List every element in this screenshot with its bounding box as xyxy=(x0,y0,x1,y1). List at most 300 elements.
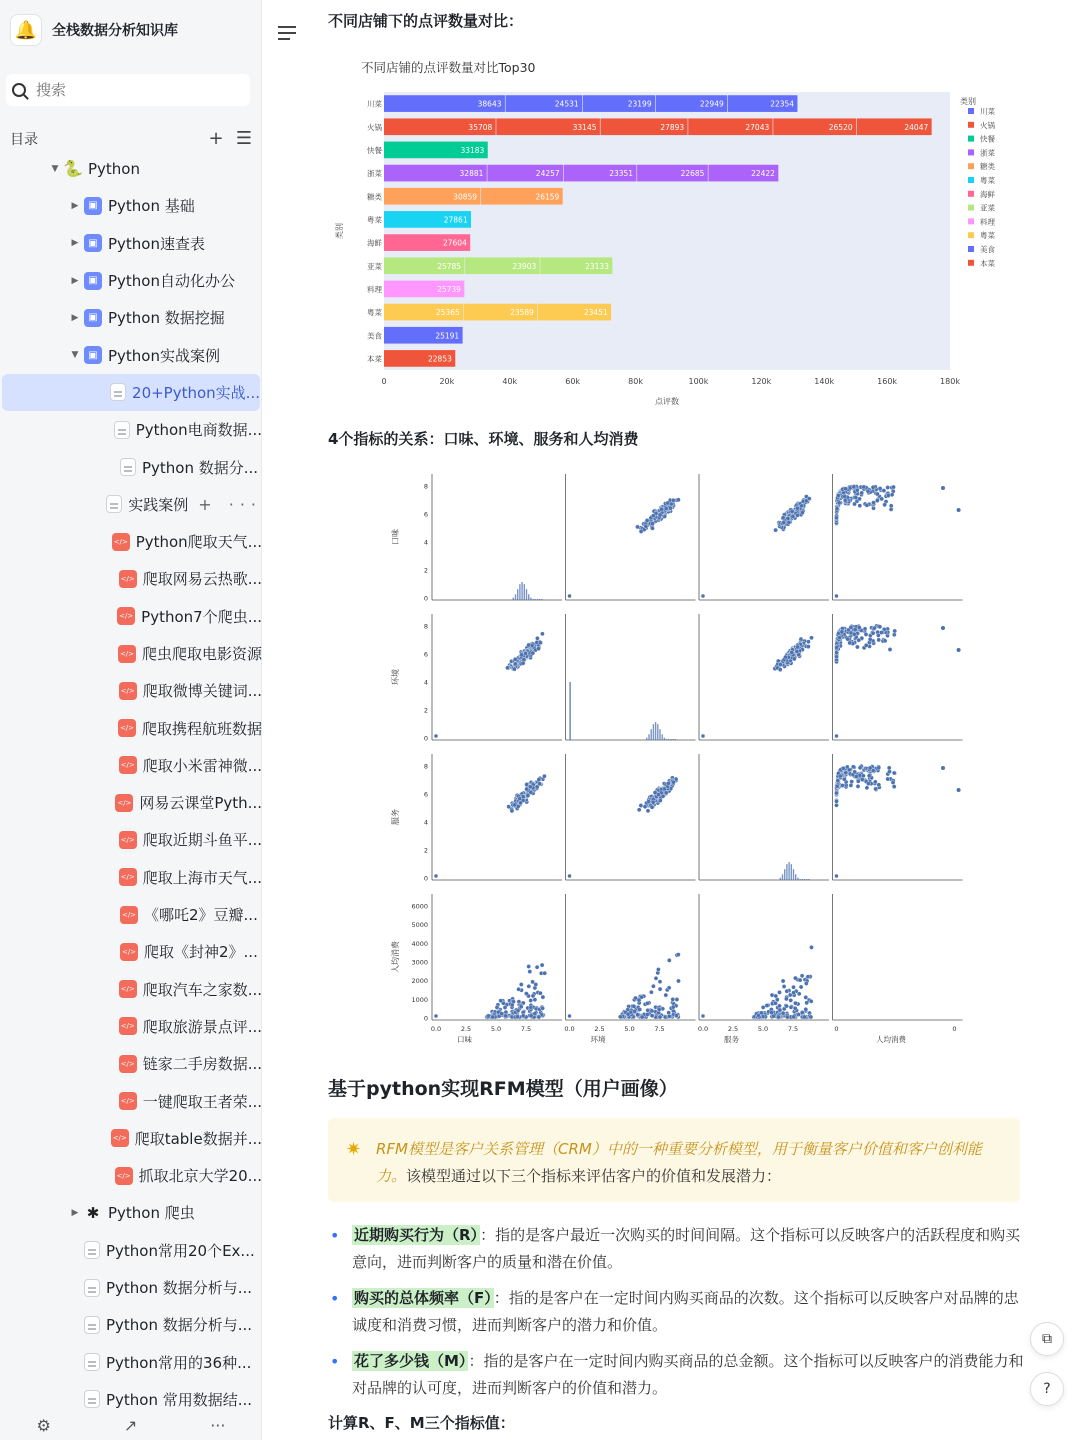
tree-item[interactable] xyxy=(0,971,262,1008)
tree-item[interactable] xyxy=(0,1232,262,1269)
pair-cell xyxy=(699,894,829,1020)
rfm-description: ：指的是客户在一定时间内购买商品的次数。这个指标可以反映客户对品牌的忠诚度和消费习惯，进而判断客户的潜力和价值。 xyxy=(352,1289,1019,1334)
x-tick-label: 0 xyxy=(834,1025,839,1033)
scatter-point xyxy=(941,486,945,490)
scatter-point xyxy=(835,651,839,655)
scatter-point xyxy=(787,520,791,524)
code-doc-icon: </> xyxy=(119,868,137,886)
scatter-point xyxy=(671,1005,675,1009)
y-tick-label: 料理 xyxy=(367,284,382,294)
tree-item[interactable] xyxy=(0,150,262,187)
histogram-bar xyxy=(659,729,660,740)
scatter-point xyxy=(647,800,651,804)
scatter-point xyxy=(874,787,878,791)
caret-right-icon[interactable]: ▶ xyxy=(71,275,79,286)
scatter-point xyxy=(806,975,810,979)
tree-item-label: 爬取《封神2》... xyxy=(144,943,258,962)
scatter-point xyxy=(528,785,532,789)
tree-item[interactable] xyxy=(0,448,262,485)
scatter-point xyxy=(646,809,650,813)
scatter-point xyxy=(888,647,892,651)
section-heading-shop: 不同店铺下的点评数量对比： xyxy=(328,12,524,30)
scatter-point xyxy=(527,964,531,968)
tree-item[interactable] xyxy=(2,374,260,411)
tree-item[interactable] xyxy=(0,635,262,672)
scatter-point xyxy=(639,529,643,533)
caret-right-icon[interactable]: ▶ xyxy=(71,238,79,249)
scatter-point xyxy=(796,645,800,649)
y-tick-label: 8 xyxy=(423,762,428,771)
scatter-point xyxy=(651,800,655,804)
legend-swatch xyxy=(968,136,974,142)
legend-entry: 浙菜 xyxy=(980,148,995,158)
legend-entry: 本菜 xyxy=(980,258,995,268)
tree-item[interactable] xyxy=(0,1344,262,1381)
tree-item-label: Python 基础 xyxy=(108,197,195,216)
bar-value-label: 25739 xyxy=(437,284,461,294)
histogram-bar xyxy=(539,599,540,600)
scatter-point xyxy=(843,487,847,491)
bar-value-label: 27893 xyxy=(660,122,685,132)
calc-heading: 计算R、F、M三个指标值： xyxy=(328,1414,515,1432)
legend-entry: 川菜 xyxy=(980,107,995,116)
tree-item-label: 爬取携程航班数据 xyxy=(141,719,262,738)
rfm-bullet xyxy=(328,1285,1028,1339)
tree-item[interactable] xyxy=(0,262,262,299)
scatter-point xyxy=(529,1014,533,1018)
pair-col-label: 口味 xyxy=(457,1035,472,1044)
share-icon[interactable]: ↗ xyxy=(123,1415,138,1435)
scatter-point xyxy=(791,985,795,989)
scatter-point xyxy=(800,1010,804,1014)
scatter-point xyxy=(887,766,891,770)
scatter-point xyxy=(756,1013,760,1017)
rfm-description: ：指的是客户最近一次购买的时间间隔。这个指标可以反映客户的活跃程度和购买意向，进而判断客户的质量和潜在价值。 xyxy=(352,1226,1021,1271)
tree-item[interactable] xyxy=(0,821,262,858)
histogram-bar xyxy=(788,862,789,880)
scatter-point xyxy=(783,655,787,659)
y-tick-label: 0 xyxy=(423,874,428,883)
tree-item[interactable] xyxy=(0,486,262,523)
x-tick-label: 0 xyxy=(952,1025,957,1033)
scatter-point xyxy=(525,782,529,786)
scatter-point xyxy=(645,518,649,522)
tree-item[interactable] xyxy=(0,411,262,448)
scatter-point xyxy=(535,636,539,640)
histogram-bar xyxy=(526,589,527,600)
legend-entry: 料理 xyxy=(980,217,995,227)
rfm-bullet xyxy=(328,1222,1028,1276)
tree-item[interactable] xyxy=(0,933,262,970)
scatter-point xyxy=(658,1015,662,1019)
scatter-point xyxy=(676,498,680,502)
scatter-point xyxy=(877,766,881,770)
x-tick-label: 5.0 xyxy=(757,1025,769,1033)
scatter-point xyxy=(852,502,856,506)
pair-cell xyxy=(566,614,696,740)
scatter-point xyxy=(528,970,532,974)
x-tick-label: 2.5 xyxy=(594,1025,605,1033)
help-icon[interactable]: ? xyxy=(1030,1372,1064,1406)
scatter-point xyxy=(637,808,641,812)
scatter-point xyxy=(540,963,544,967)
bell-icon: 🔔 xyxy=(10,14,42,46)
scatter-point xyxy=(871,485,875,489)
pair-row-label: 环境 xyxy=(391,669,400,685)
code-doc-icon: </> xyxy=(120,906,138,924)
tree-item-label: Python速查表 xyxy=(108,234,205,253)
scatter-point xyxy=(834,799,838,803)
scatter-point xyxy=(668,506,672,510)
scatter-point xyxy=(809,636,813,640)
scatter-point xyxy=(543,971,547,975)
scatter-point xyxy=(777,1004,781,1008)
tree-item[interactable] xyxy=(0,896,262,933)
scatter-point xyxy=(534,982,538,986)
tree-item-label: Python 数据分析与... xyxy=(106,1279,253,1298)
scatter-point xyxy=(773,1001,777,1005)
scatter-point xyxy=(856,784,860,788)
tree-item-label: 20+Python实战... xyxy=(132,383,260,402)
scatter-point xyxy=(531,994,535,998)
tree-item-label: 爬取近期斗鱼平... xyxy=(142,831,262,850)
scatter-point xyxy=(866,782,870,786)
tree-item[interactable] xyxy=(0,1194,262,1231)
scatter-point xyxy=(537,778,541,782)
search-icon xyxy=(12,83,26,97)
tree-item[interactable] xyxy=(0,784,262,821)
callout-text: 该模型通过以下三个指标来评估客户的价值和发展潜力： xyxy=(406,1167,782,1185)
scatter-point xyxy=(848,641,852,645)
scatter-point xyxy=(792,991,796,995)
tree-item[interactable] xyxy=(0,1306,262,1343)
scatter-point xyxy=(676,979,680,983)
tree-item[interactable] xyxy=(0,523,262,560)
scatter-point xyxy=(499,999,503,1003)
scatter-point xyxy=(872,626,876,630)
caret-down-icon[interactable]: ▼ xyxy=(51,163,59,174)
histogram-bar xyxy=(793,869,794,880)
spider-icon: ✱ xyxy=(86,1203,100,1222)
doc-tree xyxy=(0,150,262,1418)
document-icon xyxy=(84,1353,100,1371)
histogram-bar xyxy=(521,582,522,600)
scatter-point xyxy=(522,658,526,662)
outline-toggle-icon[interactable] xyxy=(278,26,296,44)
scatter-point xyxy=(770,1011,774,1015)
scatter-point xyxy=(836,494,840,498)
scatter-point xyxy=(862,485,866,489)
settings-icon[interactable]: ⚙ xyxy=(36,1415,51,1435)
add-icon[interactable]: + xyxy=(208,128,224,149)
tree-item[interactable] xyxy=(0,1157,262,1194)
knowledge-base-icon: ▣ xyxy=(84,272,102,290)
tree-item[interactable] xyxy=(0,187,262,224)
tree-item-label: Python常用20个Ex... xyxy=(106,1241,255,1260)
scatter-point xyxy=(671,498,675,502)
y-tick-label: 8 xyxy=(423,482,428,491)
scatter-point xyxy=(434,874,438,878)
document-icon xyxy=(84,1390,100,1408)
y-tick-label: 4000 xyxy=(411,939,428,948)
legend-swatch xyxy=(968,205,974,211)
legend-swatch xyxy=(968,122,974,128)
scatter-point xyxy=(664,993,668,997)
scatter-point xyxy=(852,485,856,489)
tree-item-label: 爬取小米雷神微... xyxy=(142,756,262,775)
scatter-point xyxy=(778,668,782,672)
scatter-point xyxy=(856,779,860,783)
more-icon[interactable]: ··· xyxy=(210,1415,226,1435)
y-tick-label: 快餐 xyxy=(367,145,382,155)
y-tick-label: 0 xyxy=(423,1014,428,1023)
pair-cell xyxy=(566,894,696,1020)
tree-item[interactable] xyxy=(0,1269,262,1306)
scatter-point xyxy=(774,994,778,998)
legend-entry: 美食 xyxy=(980,245,995,254)
brand[interactable] xyxy=(10,14,178,46)
bar-value-label: 23133 xyxy=(585,261,609,271)
scatter-point xyxy=(666,781,670,785)
document-icon xyxy=(84,1279,100,1297)
caret-right-icon[interactable]: ▶ xyxy=(71,312,79,323)
histogram-bar xyxy=(795,874,796,880)
scatter-point xyxy=(778,1008,782,1012)
scatter-point xyxy=(667,1014,671,1018)
pair-cell xyxy=(566,474,696,600)
scatter-point xyxy=(883,639,887,643)
scatter-point xyxy=(778,662,782,666)
scatter-point xyxy=(701,1014,705,1018)
scatter-point xyxy=(792,657,796,661)
scatter-point xyxy=(880,497,884,501)
scatter-point xyxy=(541,995,545,999)
scatter-point xyxy=(626,1012,630,1016)
tree-item[interactable] xyxy=(0,225,262,262)
y-tick-label: 4 xyxy=(423,678,428,687)
scatter-point xyxy=(892,785,896,789)
scatter-point xyxy=(486,1014,490,1018)
code-doc-icon: </> xyxy=(119,1017,137,1035)
scatter-point xyxy=(892,771,896,775)
tree-item[interactable] xyxy=(0,299,262,336)
tree-item[interactable] xyxy=(0,709,262,746)
scatter-point xyxy=(838,774,842,778)
tree-item-label: Python7个爬虫... xyxy=(141,607,262,626)
bar-value-label: 22685 xyxy=(680,169,705,179)
scatter-point xyxy=(658,980,662,984)
bar-chart-svg xyxy=(328,44,1028,414)
scatter-point xyxy=(798,978,802,982)
scatter-point xyxy=(861,774,865,778)
code-doc-icon: </> xyxy=(112,533,130,551)
scatter-point xyxy=(840,630,844,634)
scatter-point xyxy=(796,513,800,517)
tree-item-label: 实践案例 xyxy=(128,495,189,514)
tree-item[interactable] xyxy=(0,859,262,896)
bar-value-label: 26159 xyxy=(535,192,560,202)
copy-icon[interactable]: ⧉ xyxy=(1030,1322,1064,1356)
knowledge-base-icon: ▣ xyxy=(84,346,102,364)
pair-cell xyxy=(833,474,963,600)
scatter-point xyxy=(871,631,875,635)
legend-entry: 火锅 xyxy=(980,120,995,130)
scatter-point xyxy=(636,1013,640,1017)
caret-down-icon[interactable]: ▼ xyxy=(71,350,79,361)
tree-item[interactable] xyxy=(0,336,262,373)
bar-value-label: 33183 xyxy=(460,145,485,155)
scatter-point xyxy=(517,987,521,991)
scatter-point xyxy=(533,1012,537,1016)
scatter-point xyxy=(941,626,945,630)
scatter-point xyxy=(491,1015,495,1019)
histogram-bar xyxy=(784,869,785,880)
scatter-point xyxy=(674,1014,678,1018)
code-doc-icon: </> xyxy=(118,645,136,663)
bar-value-label: 22853 xyxy=(428,354,452,364)
scatter-point xyxy=(850,780,854,784)
scatter-point xyxy=(835,507,839,511)
x-tick-label: 80k xyxy=(628,377,643,386)
bar-value-label: 24047 xyxy=(904,122,929,132)
legend-swatch xyxy=(968,177,974,183)
scatter-point xyxy=(654,976,658,980)
histogram-bar xyxy=(808,879,809,880)
scatter-point xyxy=(656,967,660,971)
scatter-point xyxy=(807,497,811,501)
scatter-point xyxy=(790,650,794,654)
search-box[interactable] xyxy=(6,74,250,106)
tree-item[interactable] xyxy=(0,1045,262,1082)
legend-swatch xyxy=(968,260,974,266)
scatter-point xyxy=(890,493,894,497)
y-tick-label: 火锅 xyxy=(367,122,382,132)
histogram-bar xyxy=(524,584,525,600)
bar-value-label: 27604 xyxy=(442,238,467,248)
x-axis-label: 点评数 xyxy=(655,397,679,406)
histogram-bar xyxy=(791,864,792,880)
histogram-bar xyxy=(806,879,807,880)
tree-item-label: Python爬取天气... xyxy=(135,533,262,552)
legend-title: 类别 xyxy=(960,97,976,106)
legend-swatch xyxy=(968,149,974,155)
tree-item[interactable] xyxy=(0,598,262,635)
scatter-point xyxy=(667,958,671,962)
legend-swatch xyxy=(968,218,974,224)
scatter-point xyxy=(632,1004,636,1008)
bar-value-label: 24257 xyxy=(535,169,560,179)
scatter-point xyxy=(785,1004,789,1008)
scatter-point xyxy=(676,953,680,957)
histogram-bar xyxy=(668,739,669,740)
histogram-bar xyxy=(799,879,800,880)
document-content xyxy=(262,0,1080,1440)
scatter-point xyxy=(533,998,537,1002)
scatter-point xyxy=(671,997,675,1001)
scatter-point xyxy=(525,787,529,791)
y-tick-label: 2000 xyxy=(411,977,428,986)
tree-item[interactable] xyxy=(0,747,262,784)
scatter-point xyxy=(635,525,639,529)
search-input[interactable] xyxy=(36,81,216,99)
scatter-point xyxy=(886,777,890,781)
scatter-point xyxy=(618,1015,622,1019)
toc-header xyxy=(10,128,254,149)
bar-value-label: 25191 xyxy=(435,331,460,341)
tree-item[interactable] xyxy=(0,1120,262,1157)
caret-right-icon[interactable]: ▶ xyxy=(71,1207,79,1218)
scatter-point xyxy=(786,516,790,520)
scatter-point xyxy=(957,508,961,512)
scatter-point xyxy=(542,774,546,778)
scatter-point xyxy=(860,491,864,495)
histogram-bar xyxy=(780,878,781,880)
pair-cell xyxy=(833,614,963,740)
y-tick-label: 8 xyxy=(423,622,428,631)
scatter-point xyxy=(793,1001,797,1005)
y-tick-label: 美食 xyxy=(367,331,382,341)
code-doc-icon: </> xyxy=(115,1167,133,1185)
scatter-point xyxy=(664,506,668,510)
scatter-point xyxy=(568,1014,572,1018)
pair-plot-svg xyxy=(328,460,1028,1060)
scatter-point xyxy=(540,632,544,636)
pair-cell xyxy=(432,474,562,600)
scatter-point xyxy=(860,778,864,782)
tree-item[interactable] xyxy=(0,560,262,597)
histogram-bar xyxy=(515,594,516,600)
y-tick-label: 2 xyxy=(423,566,428,575)
histogram-bar xyxy=(530,598,531,600)
document-icon xyxy=(84,1316,100,1334)
tree-item[interactable] xyxy=(0,1008,262,1045)
histogram-bar xyxy=(541,599,542,600)
scatter-point xyxy=(837,501,841,505)
tree-item-label: 爬取网易云热歌... xyxy=(142,570,262,589)
tree-item-actions[interactable]: + ··· xyxy=(198,494,262,514)
scatter-point xyxy=(834,655,838,659)
scatter-point xyxy=(847,768,851,772)
tree-item[interactable] xyxy=(0,672,262,709)
scatter-point xyxy=(941,766,945,770)
code-doc-icon: </> xyxy=(115,794,133,812)
scatter-point xyxy=(886,494,890,498)
code-doc-icon: </> xyxy=(117,607,135,625)
y-tick-label: 川菜 xyxy=(367,99,382,109)
rfm-term: 花了多少钱（M） xyxy=(354,1352,467,1370)
scatter-point xyxy=(761,1014,765,1018)
bar-value-label: 38643 xyxy=(477,99,502,109)
scatter-point xyxy=(809,1015,813,1019)
scatter-point xyxy=(781,516,785,520)
pair-row-label: 人均消费 xyxy=(391,941,400,973)
scatter-point xyxy=(638,1007,642,1011)
scatter-point xyxy=(513,657,517,661)
scatter-point xyxy=(878,486,882,490)
histogram-bar xyxy=(797,878,798,880)
outline-list-icon[interactable]: ☰ xyxy=(235,128,253,149)
bar-value-label: 25365 xyxy=(435,308,460,318)
x-tick-label: 120k xyxy=(751,377,772,386)
scatter-point xyxy=(650,805,654,809)
caret-right-icon[interactable]: ▶ xyxy=(71,200,79,211)
y-tick-label: 5000 xyxy=(411,921,428,930)
histogram-bar xyxy=(786,864,787,880)
tree-item[interactable] xyxy=(0,1082,262,1119)
code-doc-icon: </> xyxy=(111,1129,129,1147)
pair-cell xyxy=(699,474,829,600)
scatter-point xyxy=(675,997,679,1001)
